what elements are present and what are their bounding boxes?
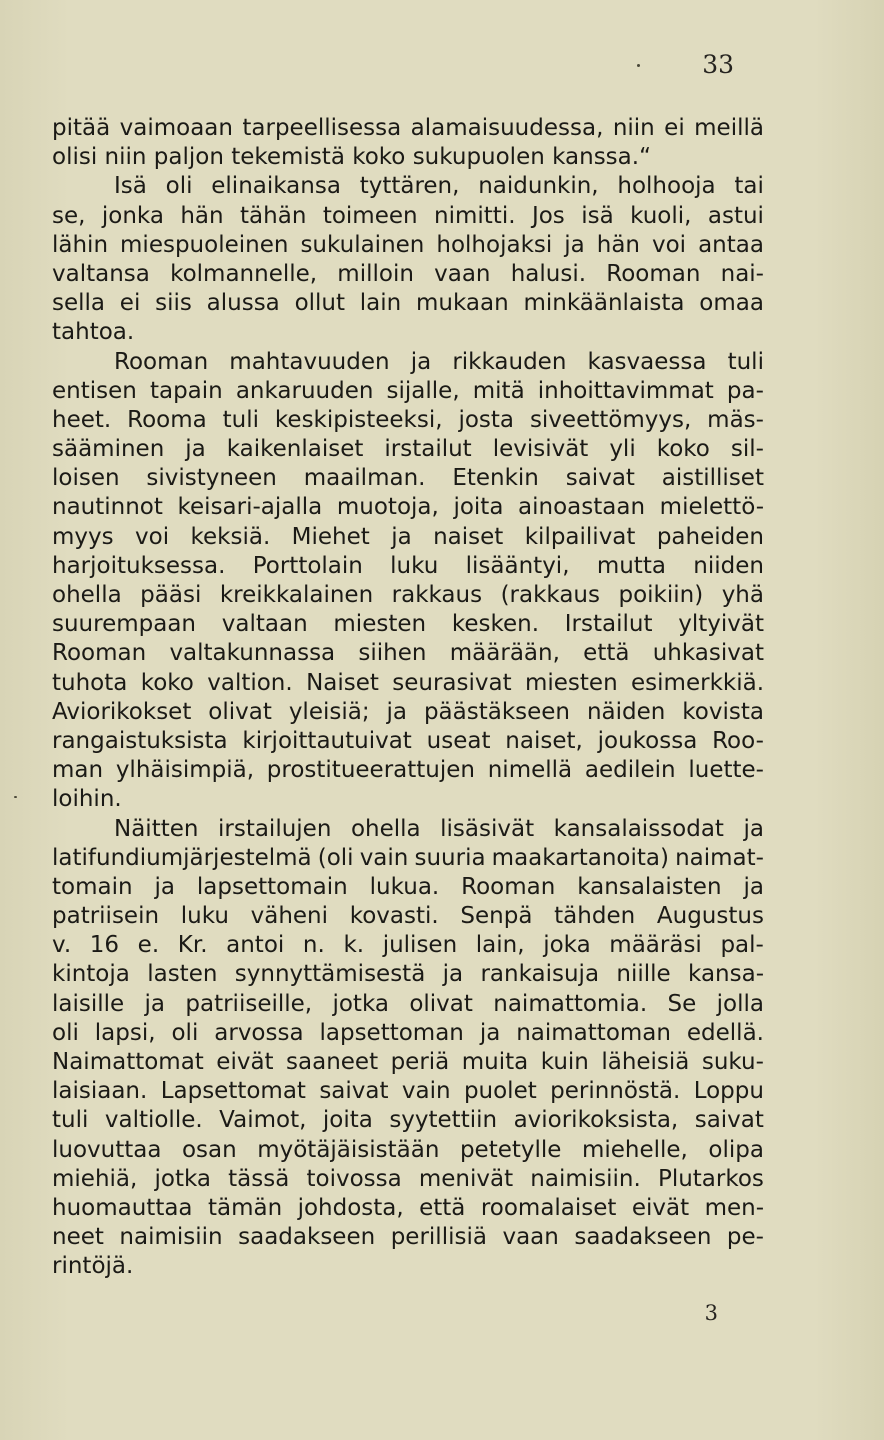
text-line: lähin miespuoleinen sukulainen holhojaksi ja hän voi antaa <box>52 231 764 258</box>
text-line: Isä oli elinaikansa tyttären, naidunkin, holhooja tai <box>114 173 764 200</box>
signature-mark: 3 <box>704 1301 718 1325</box>
text-line: loisen sivistyneen maailman. Etenkin saivat aistilliset <box>52 465 764 492</box>
text-line: valtansa kolmannelle, milloin vaan halusi. Rooman nai- <box>52 260 764 287</box>
print-speck <box>14 796 17 798</box>
text-line: miehiä, jotka tässä toivossa menivät naimisiin. Plutarkos <box>52 1165 764 1192</box>
print-speck <box>637 64 640 67</box>
text-line: sääminen ja kaikenlaiset irstailut levisivät yli koko sil- <box>52 436 764 463</box>
text-line: harjoituksessa. Porttolain luku lisääntyi, mutta niiden <box>52 552 764 579</box>
text-line: myys voi keksiä. Miehet ja naiset kilpailivat paheiden <box>52 523 764 550</box>
text-line: Naimattomat eivät saaneet periä muita kuin läheisiä suku- <box>52 1049 764 1075</box>
page-number: 33 <box>702 50 734 79</box>
text-line: Rooman mahtavuuden ja rikkauden kasvaessa tuli <box>114 348 764 375</box>
text-line: entisen tapain ankaruuden sijalle, mitä inhoittavimmat pa- <box>52 377 764 404</box>
text-line: pitää vaimoaan tarpeellisessa alamaisuudessa, niin ei meillä <box>52 115 764 141</box>
text-line: patriisein luku väheni kovasti. Senpä tähden Augustus <box>52 903 764 930</box>
text-line: Rooman valtakunnassa siihen määrään, että uhkasivat <box>52 640 764 667</box>
text-line: laisille ja patriiseille, jotka olivat naimattomia. Se jolla <box>52 990 764 1017</box>
text-line: kintoja lasten synnyttämisestä ja rankaisuja niille kansa- <box>52 961 764 988</box>
text-line: oli lapsi, oli arvossa lapsettoman ja naimattoman edellä. <box>52 1019 764 1046</box>
text-line: rangaistuksista kirjoittautuivat useat naiset, joukossa Roo- <box>52 727 764 754</box>
text-line: Aviorikokset olivat yleisiä; ja päästäkseen näiden kovista <box>52 698 764 725</box>
text-line: olisi niin paljon tekemistä koko sukupuolen kanssa.“ <box>52 144 651 171</box>
text-line: man ylhäisimpiä, prostitueerattujen nimellä aedilein luette- <box>52 757 764 784</box>
body-text <box>52 114 764 1282</box>
text-line: suurempaan valtaan miesten kesken. Irstailut yltyivät <box>52 611 764 638</box>
text-line: heet. Rooma tuli keskipisteeksi, josta siveettömyys, mäs- <box>52 406 764 433</box>
text-line: ohella pääsi kreikkalainen rakkaus (rakkaus poikiin) yhä <box>52 582 764 608</box>
text-line: nautinnot keisari-ajalla muotoja, joita ainoastaan mielettö- <box>52 494 764 521</box>
text-line: tuli valtiolle. Vaimot, joita syytettiin aviorikoksista, saivat <box>52 1107 764 1134</box>
text-line: laisiaan. Lapsettomat saivat vain puolet perinnöstä. Loppu <box>52 1078 764 1105</box>
text-line: latifundiumjärjestelmä (oli vain suuria maakartanoita) naimat- <box>52 844 764 871</box>
text-line: sella ei siis alussa ollut lain mukaan minkäänlaista omaa <box>52 290 764 317</box>
text-line: tahtoa. <box>52 319 135 346</box>
text-line: rintöjä. <box>52 1253 134 1280</box>
text-line: tuhota koko valtion. Naiset seurasivat miesten esimerkkiä. <box>52 669 764 696</box>
text-line: Näitten irstailujen ohella lisäsivät kansalaissodat ja <box>114 815 764 842</box>
text-line: neet naimisiin saadakseen perillisiä vaan saadakseen pe- <box>52 1224 764 1251</box>
text-line: se, jonka hän tähän toimeen nimitti. Jos isä kuoli, astui <box>52 202 764 229</box>
text-line: v. 16 e. Kr. antoi n. k. julisen lain, joka määräsi pal- <box>52 932 764 959</box>
text-line: loihin. <box>52 786 122 813</box>
text-line: luovuttaa osan myötäjäisistään petetylle miehelle, olipa <box>52 1136 764 1163</box>
text-line: huomauttaa tämän johdosta, että roomalaiset eivät men- <box>52 1194 764 1221</box>
text-line: tomain ja lapsettomain lukua. Rooman kansalaisten ja <box>52 873 764 900</box>
